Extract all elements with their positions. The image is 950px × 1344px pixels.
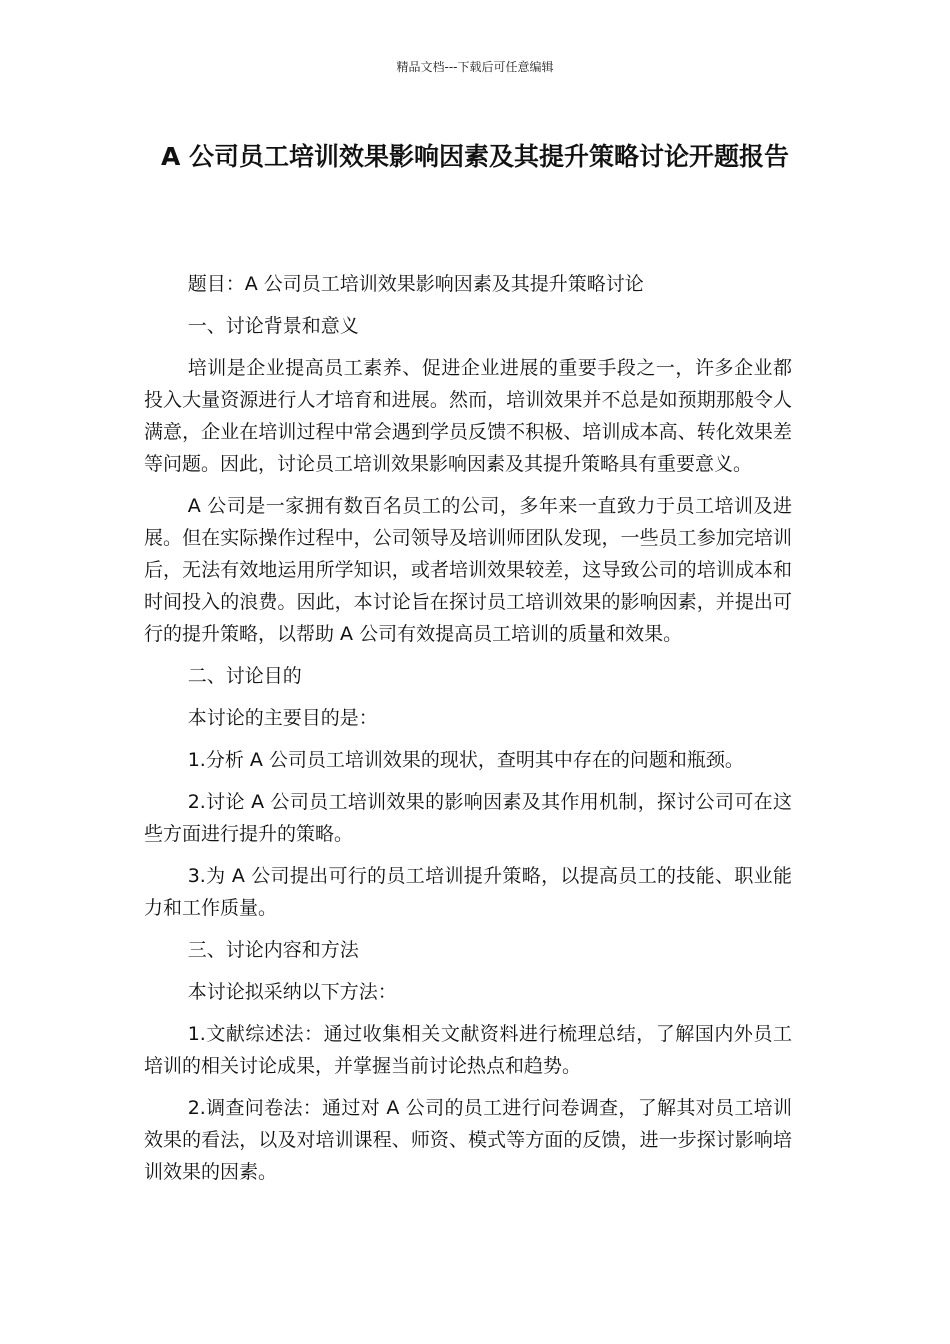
topic-line: 题目：A 公司员工培训效果影响因素及其提升策略讨论: [187, 273, 644, 295]
background-paragraph-1: 培训是企业提高员工素养、促进企业进展的重要手段之一，许多企业都投入大量资源进行人才培育和进展。然而，培训效果并不总是如预期那般令人满意，企业在培训过程中常会遇到学员反馈不积极、培训成本高、转化效果差等问题。因此，讨论员工培训效果影响因素及其提升策略具有重要意义。: [144, 357, 792, 475]
purpose-item-1: 1.分析 A 公司员工培训效果的现状，查明其中存在的问题和瓶颈。: [187, 749, 744, 771]
purpose-item-2: 2.讨论 A 公司员工培训效果的影响因素及其作用机制，探讨公司可在这些方面进行提升的策略。: [144, 791, 792, 845]
section-heading-purpose: 二、讨论目的: [187, 665, 302, 687]
method-item-1: 1.文献综述法：通过收集相关文献资料进行梳理总结，了解国内外员工培训的相关讨论成果，并掌握当前讨论热点和趋势。: [144, 1023, 792, 1077]
background-paragraph-2: A 公司是一家拥有数百名员工的公司，多年来一直致力于员工培训及进展。但在实际操作过程中，公司领导及培训师团队发现，一些员工参加完培训后，无法有效地运用所学知识，或者培训效果较差，这导致公司的培训成本和时间投入的浪费。因此，本讨论旨在探讨员工培训效果的影响因素，并提出可行的提升策略，以帮助 A 公司有效提高员工培训的质量和效果。: [144, 495, 792, 645]
purpose-intro: 本讨论的主要目的是：: [187, 707, 378, 729]
method-item-2: 2.调查问卷法：通过对 A 公司的员工进行问卷调查，了解其对员工培训效果的看法，以及对培训课程、师资、模式等方面的反馈，进一步探讨影响培训效果的因素。: [144, 1097, 792, 1183]
document-body: [144, 268, 792, 1198]
section-heading-methods: 三、讨论内容和方法: [187, 939, 359, 961]
header-note: 精品文档---下载后可任意编辑: [396, 60, 554, 74]
methods-intro: 本讨论拟采纳以下方法：: [187, 981, 397, 1003]
document-title: A 公司员工培训效果影响因素及其提升策略讨论开题报告: [160, 142, 790, 171]
section-heading-background: 一、讨论背景和意义: [187, 315, 359, 337]
purpose-item-3: 3.为 A 公司提出可行的员工培训提升策略，以提高员工的技能、职业能力和工作质量。: [144, 865, 792, 919]
